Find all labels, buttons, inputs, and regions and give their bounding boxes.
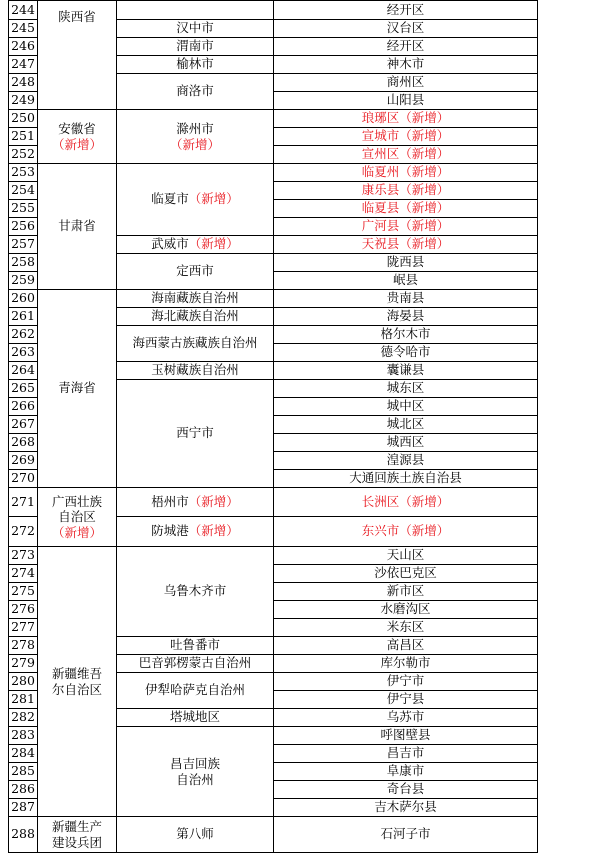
row-number: 263 (9, 344, 38, 362)
row-number: 255 (9, 200, 38, 218)
district-cell: 岷县 (274, 272, 538, 290)
new-tag: （新增） (51, 136, 102, 152)
row-number: 287 (9, 799, 38, 817)
province-name-line2: 尔自治区 (51, 681, 102, 697)
district-cell: 宣城市（新增） (274, 128, 538, 146)
row-number: 282 (9, 709, 38, 727)
row-number: 256 (9, 218, 38, 236)
district-cell: 经开区 (274, 38, 538, 56)
row-number: 278 (9, 637, 38, 655)
row-number: 254 (9, 182, 38, 200)
city-cell (117, 164, 274, 236)
row-number: 281 (9, 691, 38, 709)
district-cell: 石河子市 (274, 817, 538, 853)
table-row (9, 488, 538, 517)
row-number: 283 (9, 727, 38, 745)
row-number: 270 (9, 470, 38, 488)
row-number: 257 (9, 236, 38, 254)
district-cell: 湟源县 (274, 452, 538, 470)
city-cell (117, 110, 274, 164)
row-number: 244 (9, 1, 38, 20)
row-number: 251 (9, 128, 38, 146)
new-tag: （新增） (51, 524, 102, 540)
district-cell: 米东区 (274, 619, 538, 637)
row-number: 261 (9, 308, 38, 326)
city-name: 渭南市 (117, 38, 274, 56)
city-name: 防城港 (151, 523, 189, 539)
district-cell: 城西区 (274, 434, 538, 452)
district-cell: 水磨沟区 (274, 601, 538, 619)
table-row (9, 290, 538, 308)
province-cell (38, 488, 117, 547)
district-cell: 宣州区（新增） (274, 146, 538, 164)
city-name: 临夏市 (151, 191, 189, 207)
row-number: 273 (9, 547, 38, 565)
row-number: 266 (9, 398, 38, 416)
district-cell: 沙依巴克区 (274, 565, 538, 583)
city-name: 武威市 (151, 236, 189, 252)
district-cell: 长洲区（新增） (274, 488, 538, 517)
row-number: 269 (9, 452, 38, 470)
row-number: 262 (9, 326, 38, 344)
city-name-line2: 自治州 (176, 771, 214, 787)
city-cell (117, 727, 274, 817)
row-number: 279 (9, 655, 38, 673)
district-cell: 山阳县 (274, 92, 538, 110)
district-cell: 东兴市（新增） (274, 517, 538, 547)
city-cell (117, 1, 274, 20)
district-cell: 城东区 (274, 380, 538, 398)
city-name: 乌鲁木齐市 (117, 547, 274, 637)
district-cell: 德令哈市 (274, 344, 538, 362)
row-number: 268 (9, 434, 38, 452)
province-cell (38, 164, 117, 290)
district-cell: 康乐县（新增） (274, 182, 538, 200)
district-cell: 吉木萨尔县 (274, 799, 538, 817)
row-number: 275 (9, 583, 38, 601)
province-name-line1: 新疆生产 (51, 818, 102, 834)
row-number: 247 (9, 56, 38, 74)
city-name: 海西蒙古族藏族自治州 (117, 326, 274, 362)
district-cell: 奇台县 (274, 781, 538, 799)
province-name: 甘肃省 (58, 218, 96, 234)
row-number: 264 (9, 362, 38, 380)
city-name: 玉树藏族自治州 (117, 362, 274, 380)
district-cell: 商州区 (274, 74, 538, 92)
row-number: 248 (9, 74, 38, 92)
row-number: 260 (9, 290, 38, 308)
row-number: 259 (9, 272, 38, 290)
district-cell: 临夏州（新增） (274, 164, 538, 182)
city-name: 塔城地区 (117, 709, 274, 727)
row-number: 250 (9, 110, 38, 128)
new-tag: （新增） (188, 493, 239, 509)
district-cell: 琅琊区（新增） (274, 110, 538, 128)
district-cell: 格尔木市 (274, 326, 538, 344)
row-number: 246 (9, 38, 38, 56)
province-cell (38, 547, 117, 817)
district-cell: 海晏县 (274, 308, 538, 326)
table-row (9, 110, 538, 128)
district-cell: 神木市 (274, 56, 538, 74)
district-cell: 汉台区 (274, 20, 538, 38)
province-cell (38, 290, 117, 488)
row-number: 288 (9, 817, 38, 853)
new-tag: （新增） (188, 236, 239, 252)
district-cell: 新市区 (274, 583, 538, 601)
district-cell: 伊宁市 (274, 673, 538, 691)
city-cell (117, 488, 274, 517)
row-number: 272 (9, 517, 38, 547)
new-tag: （新增） (188, 523, 239, 539)
district-cell: 昌吉市 (274, 745, 538, 763)
district-cell: 呼图壁县 (274, 727, 538, 745)
district-cell: 临夏县（新增） (274, 200, 538, 218)
new-tag: （新增） (188, 191, 239, 207)
district-cell: 囊谦县 (274, 362, 538, 380)
city-name-line1: 昌吉回族 (169, 755, 220, 771)
row-number: 280 (9, 673, 38, 691)
province-name: 青海省 (58, 380, 96, 396)
new-tag: （新增） (169, 136, 220, 152)
row-number: 284 (9, 745, 38, 763)
row-number: 258 (9, 254, 38, 272)
city-name: 梧州市 (151, 493, 189, 509)
row-number: 286 (9, 781, 38, 799)
province-name-line2: 自治区 (58, 509, 96, 525)
city-name: 吐鲁番市 (117, 637, 274, 655)
city-name: 滁州市 (176, 120, 214, 136)
district-cell: 经开区 (274, 1, 538, 20)
district-cell: 大通回族土族自治县 (274, 470, 538, 488)
district-cell: 伊宁县 (274, 691, 538, 709)
district-cell: 城北区 (274, 416, 538, 434)
city-name: 商洛市 (117, 74, 274, 110)
table-row (9, 817, 538, 853)
province-name-line1: 广西壮族 (51, 493, 102, 509)
city-cell (117, 236, 274, 254)
province-cell (38, 817, 117, 853)
district-cell: 乌苏市 (274, 709, 538, 727)
city-name: 西宁市 (117, 380, 274, 488)
district-cell: 天山区 (274, 547, 538, 565)
district-cell: 城中区 (274, 398, 538, 416)
province-name-line1: 新疆维吾 (51, 665, 102, 681)
district-cell: 贵南县 (274, 290, 538, 308)
city-name: 海北藏族自治州 (117, 308, 274, 326)
row-number: 245 (9, 20, 38, 38)
row-number: 276 (9, 601, 38, 619)
table-row (9, 164, 538, 182)
district-cell: 库尔勒市 (274, 655, 538, 673)
district-cell: 阜康市 (274, 763, 538, 781)
city-name: 伊犁哈萨克自治州 (117, 673, 274, 709)
row-number: 274 (9, 565, 38, 583)
row-number: 271 (9, 488, 38, 517)
district-cell: 陇西县 (274, 254, 538, 272)
province-name: 安徽省 (58, 120, 96, 136)
city-cell (117, 517, 274, 547)
region-table (8, 0, 538, 853)
city-name: 榆林市 (117, 56, 274, 74)
province-name: 陕西省 (58, 8, 96, 24)
district-cell: 广河县（新增） (274, 218, 538, 236)
city-name: 汉中市 (117, 20, 274, 38)
row-number: 265 (9, 380, 38, 398)
row-number: 253 (9, 164, 38, 182)
city-name: 第八师 (117, 817, 274, 853)
province-cell (38, 1, 117, 110)
row-number: 249 (9, 92, 38, 110)
province-cell (38, 110, 117, 164)
district-cell: 天祝县（新增） (274, 236, 538, 254)
table-row (9, 547, 538, 565)
row-number: 267 (9, 416, 38, 434)
row-number: 252 (9, 146, 38, 164)
city-name: 海南藏族自治州 (117, 290, 274, 308)
province-name-line2: 建设兵团 (51, 834, 102, 850)
row-number: 285 (9, 763, 38, 781)
district-cell: 高昌区 (274, 637, 538, 655)
table-row (9, 1, 538, 20)
row-number: 277 (9, 619, 38, 637)
city-name: 定西市 (117, 254, 274, 290)
city-name: 巴音郭楞蒙古自治州 (117, 655, 274, 673)
